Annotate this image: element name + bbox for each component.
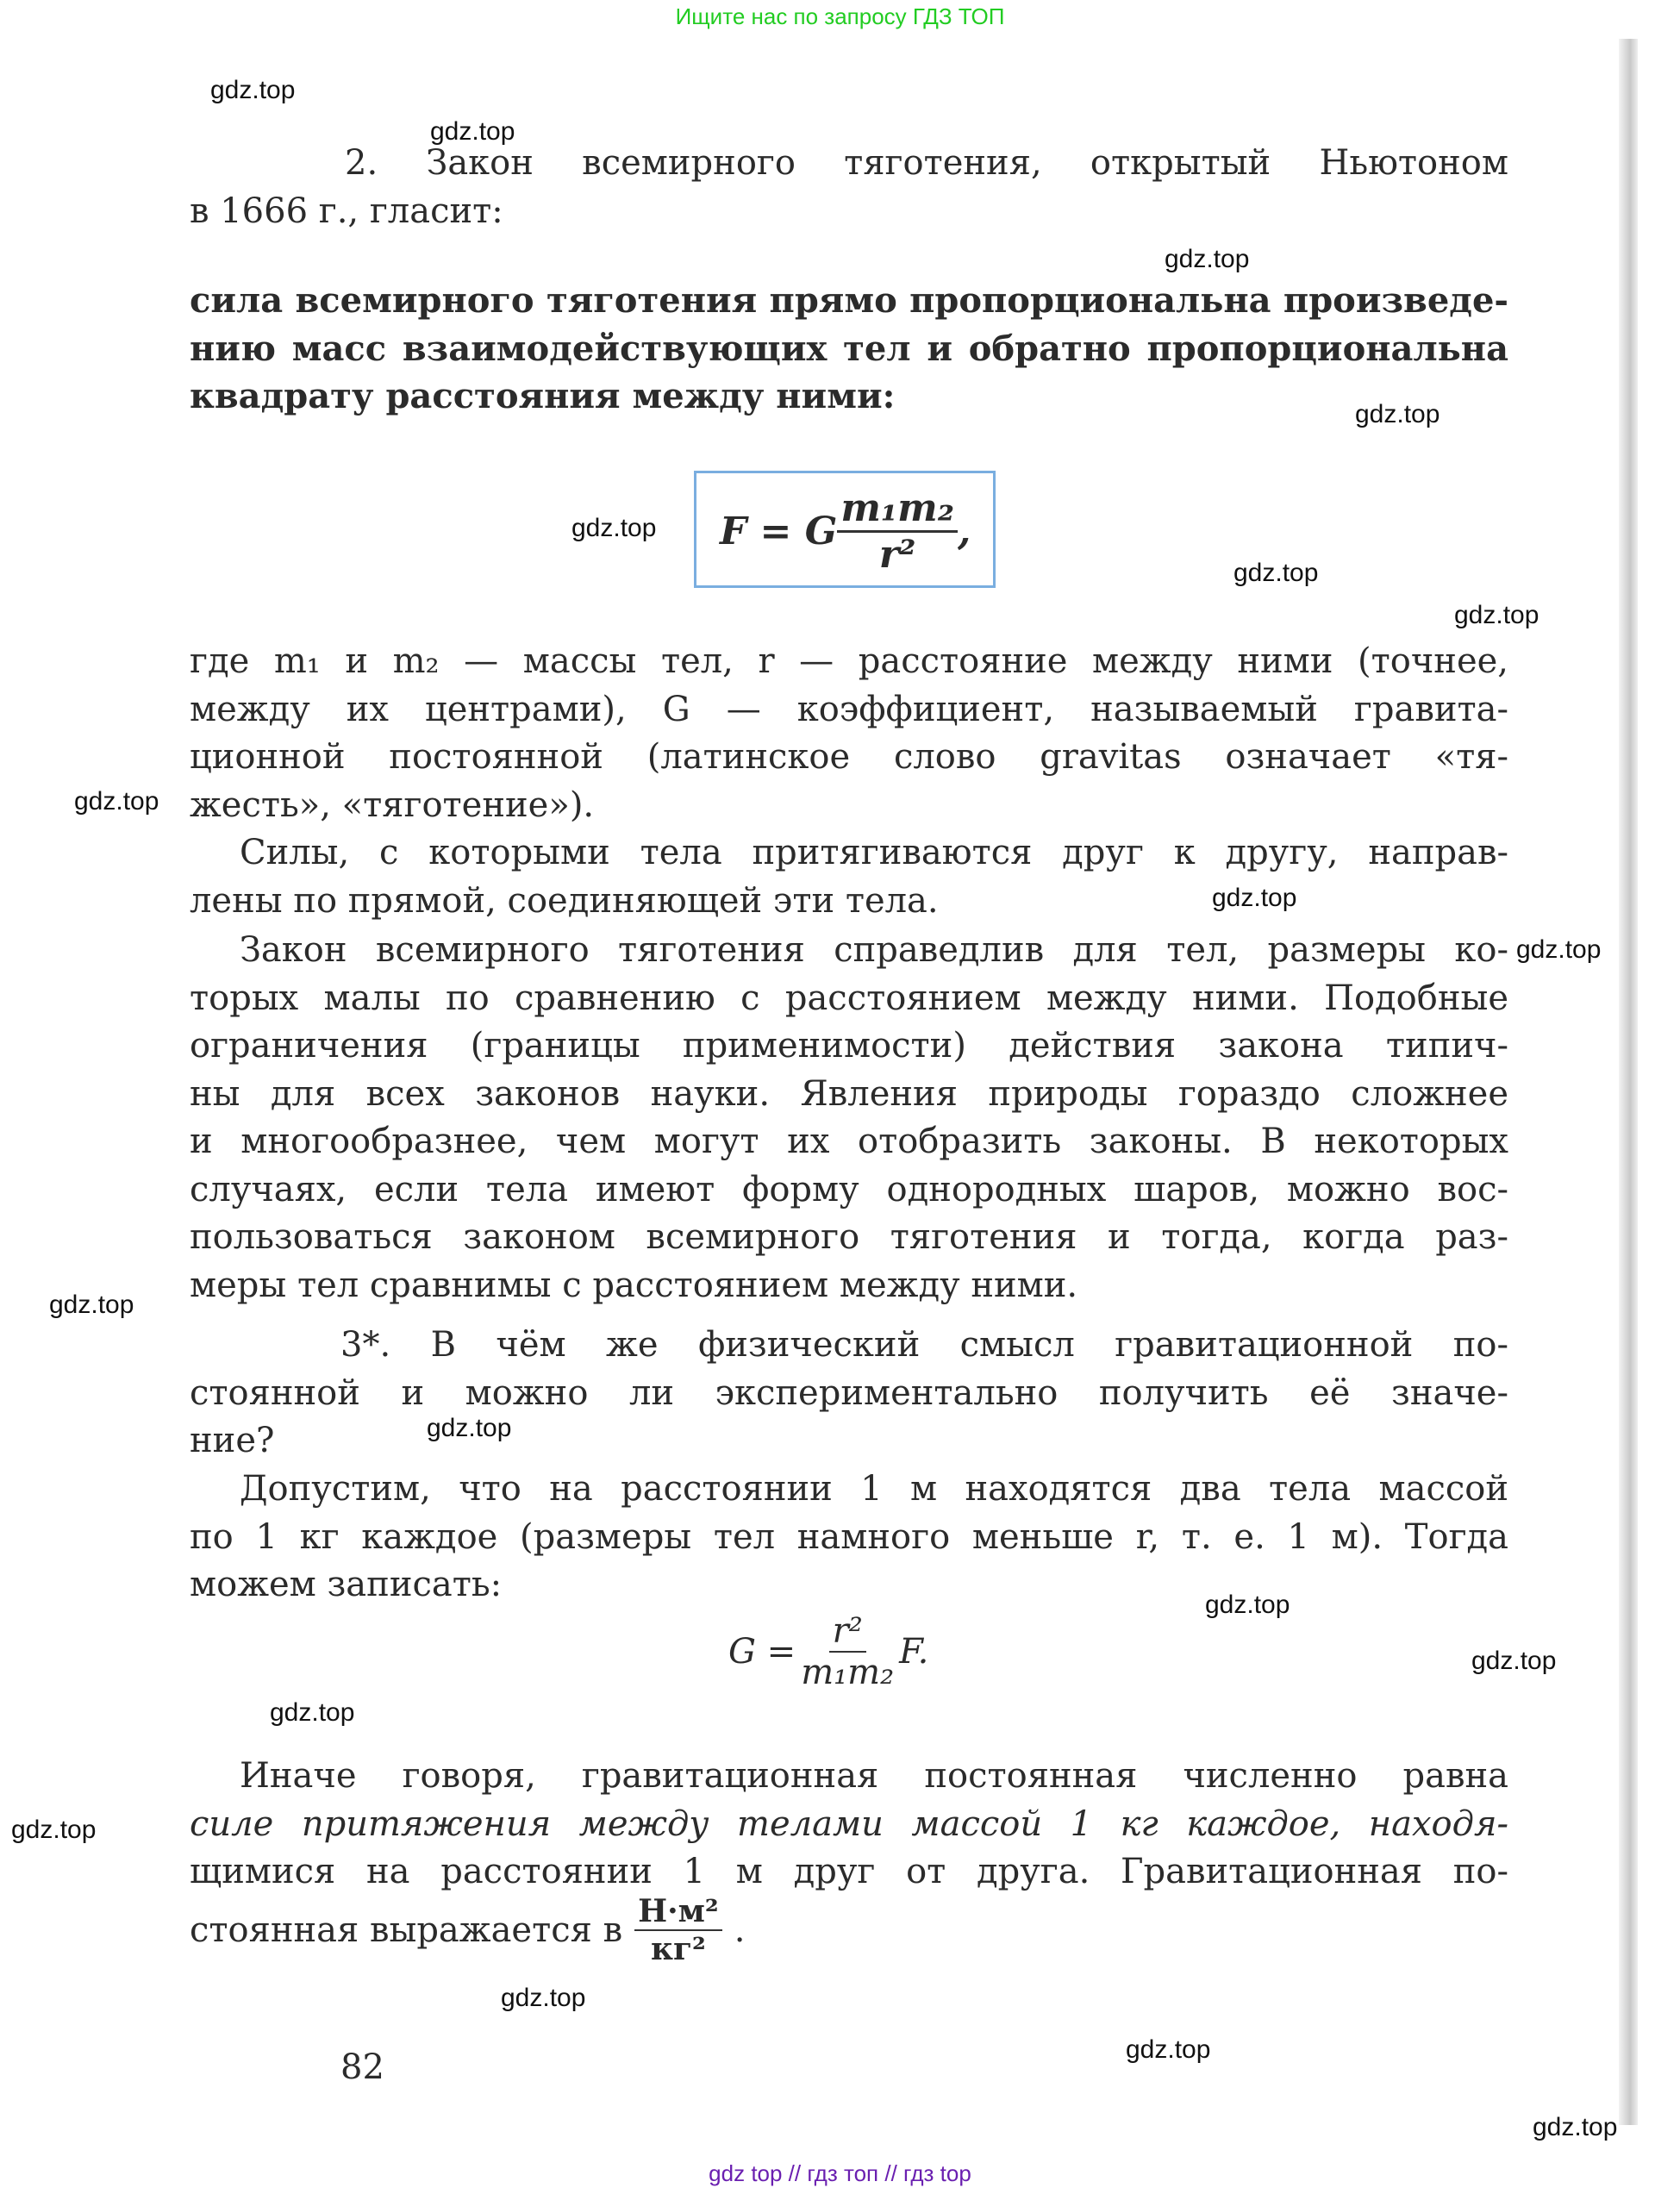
formula-tail: , <box>957 509 971 553</box>
text-line: где m₁ и m₂ — массы тел, r — расстояние между ними (точнее, <box>190 641 1508 681</box>
text-line: квадрату расстояния между ними: <box>190 376 896 416</box>
page-edge <box>1619 39 1638 2125</box>
text-line: 2. Закон всемирного тяготения, открытый Ньютоном <box>345 143 1508 183</box>
watermark: gdz.top <box>11 1816 97 1844</box>
unit-denominator: кг² <box>650 1931 706 1967</box>
text-line: Допустим, что на расстоянии 1 м находятся два тела массой <box>240 1469 1508 1509</box>
watermark: gdz.top <box>1233 559 1319 587</box>
text-line: сила всемирного тяготения прямо пропорциональна произведе- <box>190 280 1508 321</box>
text-line: пользоваться законом всемирного тяготения и тогда, когда раз- <box>190 1217 1508 1257</box>
text-line: стоянной и можно ли экспериментально получить её значе- <box>190 1372 1508 1413</box>
text-line: Закон всемирного тяготения справедлив для тел, размеры ко- <box>240 930 1508 970</box>
formula-tail: F. <box>899 1632 929 1672</box>
watermark: gdz.top <box>430 117 515 146</box>
page-number: 82 <box>340 2047 384 2087</box>
watermark: gdz.top <box>1454 601 1539 629</box>
unit-line <box>190 1893 745 1967</box>
unit-numerator: Н·м² <box>634 1893 722 1931</box>
watermark: gdz.top <box>1471 1647 1557 1675</box>
gravity-formula <box>720 479 971 583</box>
formula-lhs: G = <box>728 1632 796 1672</box>
watermark: gdz.top <box>1533 2113 1618 2141</box>
text-line: 3*. В чём же физический смысл гравитационной по- <box>340 1325 1508 1365</box>
otherwise-paragraph <box>190 1753 1508 1897</box>
watermark: gdz.top <box>270 1698 355 1727</box>
formula-denominator: m₁m₂ <box>801 1653 895 1692</box>
text-line: в 1666 г., гласит: <box>190 191 503 231</box>
text-line: и многообразнее, чем могут их отобразить законы. В некоторых <box>190 1122 1508 1161</box>
section-2-heading <box>190 140 1508 235</box>
section-3-question <box>190 1322 1508 1466</box>
text-line: ограничения (границы применимости) действия закона типич- <box>190 1026 1508 1066</box>
unit-text: стоянная выражается в <box>190 1910 623 1950</box>
unit-tail: . <box>734 1910 746 1950</box>
law-statement <box>190 277 1508 421</box>
text-line: случаях, если тела имеют форму однородных шаров, можно вос- <box>190 1169 1508 1210</box>
watermark: gdz.top <box>1212 884 1297 912</box>
text-line: между их центрами), G — коэффициент, называемый гравита- <box>190 689 1508 729</box>
watermark: gdz.top <box>1126 2035 1211 2064</box>
watermark: gdz.top <box>1355 400 1440 428</box>
watermark: gdz.top <box>427 1414 512 1442</box>
formula-numerator: r² <box>829 1611 866 1653</box>
formula-lhs: F = G <box>720 509 838 553</box>
watermark: gdz.top <box>74 787 159 816</box>
text-line: по 1 кг каждое (размеры тел намного меньше r, т. е. 1 м). Тогда <box>190 1516 1508 1557</box>
validity-paragraph <box>190 927 1508 1310</box>
text-line: можем записать: <box>190 1565 503 1604</box>
text-line: лены по прямой, соединяющей эти тела. <box>190 880 939 921</box>
forces-paragraph <box>190 829 1508 925</box>
watermark: gdz.top <box>1205 1591 1290 1619</box>
text-line: ны для всех законов науки. Явления природы гораздо сложнее <box>190 1073 1508 1114</box>
watermark: gdz.top <box>1165 245 1250 273</box>
text-line: силе притяжения между телами массой 1 кг каждое, находя- <box>190 1803 1508 1844</box>
text-line: ционной постоянной (латинское слово gravitas означает «тя- <box>190 737 1508 777</box>
g-formula <box>728 1600 928 1703</box>
text-line: нию масс взаимодействующих тел и обратно пропорциональна <box>190 328 1508 369</box>
watermark: gdz.top <box>1516 935 1602 964</box>
where-paragraph <box>190 638 1508 829</box>
text-line: меры тел сравнимы с расстоянием между ними. <box>190 1265 1078 1305</box>
text-line: жесть», «тяготение»). <box>190 784 595 825</box>
text-line: торых малы по сравнению с расстоянием между ними. Подобные <box>190 978 1508 1018</box>
text-line: ние? <box>190 1421 275 1460</box>
text-line: Иначе говоря, гравитационная постоянная численно равна <box>240 1756 1508 1796</box>
footer-links[interactable]: gdz top // гдз топ // гдз top <box>709 2160 971 2186</box>
suppose-paragraph <box>190 1466 1508 1610</box>
watermark: gdz.top <box>49 1291 134 1319</box>
watermark: gdz.top <box>210 76 296 104</box>
watermark: gdz.top <box>501 1984 586 2012</box>
text-line: щимися на расстоянии 1 м друг от друга. Гравитационная по- <box>190 1852 1508 1891</box>
watermark: gdz.top <box>571 514 657 542</box>
formula-numerator: m₁m₂ <box>837 486 958 533</box>
text-line: Силы, с которыми тела притягиваются друг к другу, направ- <box>240 833 1508 872</box>
search-banner[interactable]: Ищите нас по запросу ГДЗ ТОП <box>675 3 1005 29</box>
formula-denominator: r² <box>878 532 916 577</box>
